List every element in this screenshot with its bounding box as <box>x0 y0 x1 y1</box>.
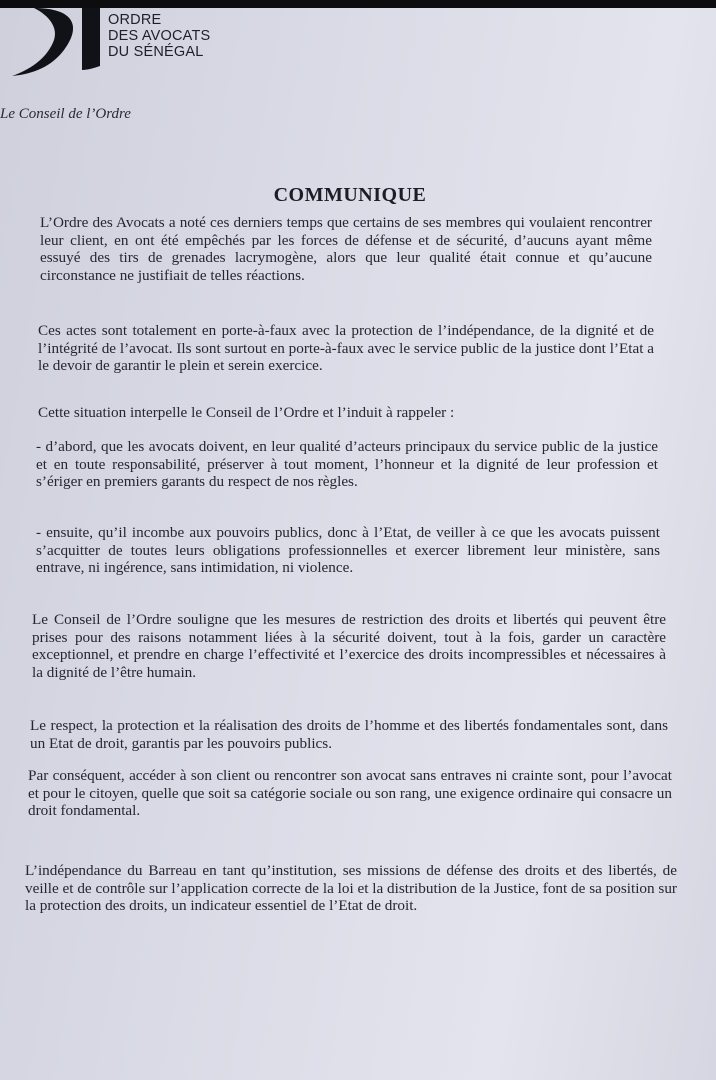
paragraph-8: Par conséquent, accéder à son client ou rencontrer son avocat sans entraves ni crainte sont, pour l’avocat et pour le citoyen, quelle que soit sa catégorie sociale ou son rang, une exigence ordinaire qui consacre un droit fondamental. <box>28 767 672 820</box>
paragraph-4: - d’abord, que les avocats doivent, en leur qualité d’acteurs principaux du service public de la justice et en toute responsabilité, préserver à tout moment, l’honneur et la dignité de leur profession et s’ériger en premiers garants du respect de nos règles. <box>36 438 658 491</box>
document-title: COMMUNIQUE <box>273 184 427 206</box>
top-edge <box>0 0 716 8</box>
paragraph-2: Ces actes sont totalement en porte-à-faux avec la protection de l’indépendance, de la dignité et de l’intégrité de l’avocat. Ils sont surtout en porte-à-faux avec le service public de la justice dont l’Etat a le devoir de garantir le plein et serein exercice. <box>38 322 654 375</box>
paragraph-7: Le respect, la protection et la réalisation des droits de l’homme et des libertés fondamentales sont, dans un Etat de droit, garantis par les pouvoirs publics. <box>30 717 668 752</box>
paragraph-6: Le Conseil de l’Ordre souligne que les mesures de restriction des droits et libertés qui peuvent être prises pour des raisons notamment liées à la sécurité doivent, tout à la fois, garder un caractère exceptionnel, et prendre en charge l’effectivité et l’exercice des droits incompressibles et nécessaires à la dignité de l’être humain. <box>32 611 666 681</box>
organization-name <box>108 12 210 60</box>
paragraph-9: L’indépendance du Barreau en tant qu’institution, ses missions de défense des droits et des libertés, de veille et de contrôle sur l’application correcte de la loi et la distribution de la Justice, font de sa position sur la protection des droits, un indicateur essentiel de l’Etat de droit. <box>25 862 677 915</box>
org-line-1: ORDRE <box>108 12 162 28</box>
paragraph-1: L’Ordre des Avocats a noté ces derniers temps que certains de ses membres qui voulaient rencontrer leur client, en ont été empêchés par les forces de défense et de sécurité, d’aucuns ayant même essuyé des tirs de grenades lacrymogène, alors que leur qualité était connue et qu’aucune circonstance ne justifiait de telles réactions. <box>40 214 652 284</box>
org-line-3: DU SÉNÉGAL <box>108 44 204 60</box>
org-line-2: DES AVOCATS <box>108 28 211 44</box>
council-signature-line: Le Conseil de l’Ordre <box>0 106 131 122</box>
paragraph-5: - ensuite, qu’il incombe aux pouvoirs publics, donc à l’Etat, de veiller à ce que les avocats puissent s’acquitter de toutes leurs obligations professionnelles et exercer librement leur ministère, sans entrave, ni ingérence, sans intimidation, ni violence. <box>36 524 660 577</box>
document-page <box>0 8 716 1080</box>
paragraph-3: Cette situation interpelle le Conseil de l’Ordre et l’induit à rappeler : <box>38 404 455 421</box>
bar-association-logo-icon <box>4 8 104 86</box>
